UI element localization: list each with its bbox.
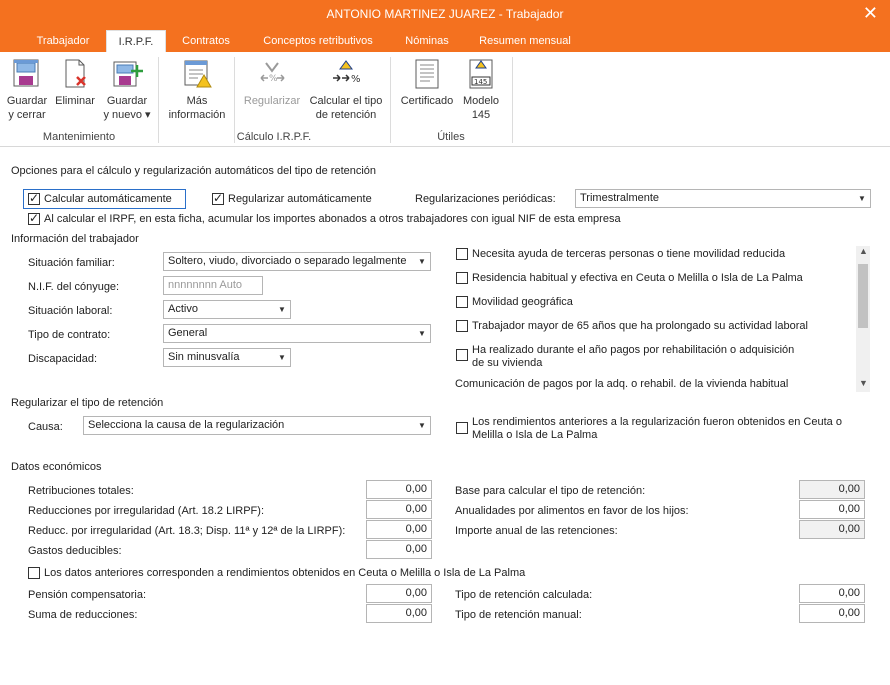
- chevron-down-icon: ▼: [414, 417, 430, 434]
- title-bar: [0, 0, 890, 52]
- movilidad-geografica-checkbox[interactable]: [456, 296, 468, 308]
- modelo-145-button[interactable]: 145 Modelo 145: [458, 57, 504, 122]
- ribbon-separator: [512, 57, 513, 143]
- causa-select[interactable]: Selecciona la causa de la regularización ▼: [83, 416, 431, 435]
- tab-conceptos-retributivos[interactable]: Conceptos retributivos: [263, 35, 373, 47]
- calcular-tipo-button[interactable]: % Calcular el tipo de retención: [306, 57, 386, 122]
- pension-input[interactable]: 0,00: [366, 584, 432, 603]
- chevron-down-icon: ▼: [854, 190, 870, 207]
- situacion-laboral-select[interactable]: Activo ▼: [163, 300, 291, 319]
- regul-auto-label: Regularizar automáticamente: [228, 193, 372, 205]
- discapacidad-select[interactable]: Sin minusvalía ▼: [163, 348, 291, 367]
- chevron-down-icon: ▼: [274, 301, 290, 318]
- group-mantenimiento: Mantenimiento: [42, 131, 116, 143]
- opciones-heading: Opciones para el cálculo y regularización automáticos del tipo de retención: [11, 165, 377, 177]
- scrollbar-thumb[interactable]: [858, 264, 868, 328]
- regularize-icon: [255, 57, 289, 91]
- calc-auto-checkbox[interactable]: [28, 193, 40, 205]
- comunicacion-link[interactable]: Comunicación de pagos por la adq. o rehabil. de la vivienda habitual: [455, 378, 789, 390]
- chevron-down-icon: ▼: [414, 253, 430, 270]
- regul-periodicas-select[interactable]: Trimestralmente ▼: [575, 189, 871, 208]
- datos-heading: Datos económicos: [11, 461, 102, 473]
- anualidades-label: Anualidades por alimentos en favor de los hijos:: [455, 505, 689, 517]
- acumular-checkbox[interactable]: [28, 213, 40, 225]
- gastos-input[interactable]: 0,00: [366, 540, 432, 559]
- causa-label: Causa:: [28, 421, 63, 433]
- tab-contratos[interactable]: Contratos: [182, 35, 230, 47]
- rendimientos-ceuta-label: Los rendimientos anteriores a la regularización fueron obtenidos en Ceuta o Melilla o Isla de La Palma: [472, 416, 842, 441]
- svg-text:145: 145: [474, 78, 488, 86]
- tipo-contrato-select[interactable]: General ▼: [163, 324, 431, 343]
- nif-conyuge-label: N.I.F. del cónyuge:: [28, 281, 120, 293]
- certificate-icon: [410, 57, 444, 91]
- tipo-manual-label: Tipo de retención manual:: [455, 609, 582, 621]
- tab-irpf[interactable]: I.R.P.F.: [106, 30, 166, 52]
- scroll-down-icon[interactable]: ▼: [859, 378, 868, 388]
- mayor-65-label: Trabajador mayor de 65 años que ha prolongado su actividad laboral: [472, 320, 808, 332]
- calc-auto-label: Calcular automáticamente: [44, 193, 172, 205]
- ayuda-terceras-label: Necesita ayuda de terceras personas o tiene movilidad reducida: [472, 248, 786, 260]
- gastos-label: Gastos deducibles:: [28, 545, 122, 557]
- regul-periodicas-label: Regularizaciones periódicas:: [415, 193, 556, 205]
- tipo-calc-label: Tipo de retención calculada:: [455, 589, 593, 601]
- tab-trabajador[interactable]: Trabajador: [36, 35, 90, 47]
- tipo-calc-input[interactable]: 0,00: [799, 584, 865, 603]
- chevron-down-icon: ▼: [274, 349, 290, 366]
- calculate-rate-icon: [329, 57, 363, 91]
- importe-label: Importe anual de las retenciones:: [455, 525, 618, 537]
- group-utiles: Útiles: [437, 131, 465, 143]
- close-icon[interactable]: ✕: [862, 3, 878, 23]
- retribuciones-input[interactable]: 0,00: [366, 480, 432, 499]
- retribuciones-label: Retribuciones totales:: [28, 485, 134, 497]
- tab-resumen-mensual[interactable]: Resumen mensual: [479, 35, 571, 47]
- modelo-145-icon: [464, 57, 498, 91]
- anualidades-input[interactable]: 0,00: [799, 500, 865, 519]
- tipo-manual-input[interactable]: 0,00: [799, 604, 865, 623]
- regularizar-heading: Regularizar el tipo de retención: [11, 397, 164, 409]
- situacion-laboral-label: Situación laboral:: [28, 305, 113, 317]
- guardar-cerrar-button[interactable]: Guardar y cerrar: [4, 57, 50, 122]
- rendimientos-ceuta-checkbox[interactable]: [456, 422, 468, 434]
- info-icon: [180, 57, 214, 91]
- reduc-irreg2-label: Reducc. por irregularidad (Art. 18.3; Disp. 11ª y 12ª de la LIRPF):: [28, 525, 346, 537]
- residencia-ceuta-checkbox[interactable]: [456, 272, 468, 284]
- tab-nominas[interactable]: Nóminas: [405, 35, 449, 47]
- info-heading: Información del trabajador: [11, 233, 139, 245]
- eliminar-button[interactable]: Eliminar: [52, 57, 98, 108]
- scrollbar[interactable]: [856, 246, 870, 392]
- movilidad-geografica-label: Movilidad geográfica: [472, 296, 573, 308]
- scroll-up-icon[interactable]: ▲: [859, 246, 868, 256]
- window-title: ANTONIO MARTINEZ JUAREZ - Trabajador: [326, 7, 564, 21]
- chevron-down-icon: ▼: [414, 325, 430, 342]
- mayor-65-checkbox[interactable]: [456, 320, 468, 332]
- ayuda-terceras-checkbox[interactable]: [456, 248, 468, 260]
- discapacidad-label: Discapacidad:: [28, 353, 98, 365]
- base-label: Base para calcular el tipo de retención:: [455, 485, 646, 497]
- mas-informacion-button[interactable]: Más información: [162, 57, 232, 122]
- situacion-familiar-label: Situación familiar:: [28, 257, 115, 269]
- tipo-contrato-label: Tipo de contrato:: [28, 329, 111, 341]
- reduc-irreg-label: Reducciones por irregularidad (Art. 18.2 LIRPF):: [28, 505, 264, 517]
- nif-conyuge-input[interactable]: nnnnnnnn Auto: [163, 276, 263, 295]
- situacion-familiar-select[interactable]: Soltero, viudo, divorciado o separado legalmente ▼: [163, 252, 431, 271]
- regul-auto-checkbox[interactable]: [212, 193, 224, 205]
- suma-input[interactable]: 0,00: [366, 604, 432, 623]
- residencia-ceuta-label: Residencia habitual y efectiva en Ceuta o Melilla o Isla de La Palma: [472, 272, 803, 284]
- rehabilitacion-checkbox[interactable]: [456, 349, 468, 361]
- rehabilitacion-label: Ha realizado durante el año pagos por rehabilitación o adquisición de su vivienda: [472, 344, 795, 369]
- regularizar-button[interactable]: % Regularizar: [240, 57, 304, 108]
- delete-icon: [58, 57, 92, 91]
- suma-label: Suma de reducciones:: [28, 609, 138, 621]
- save-new-icon: [110, 57, 144, 91]
- reduc-irreg-input[interactable]: 0,00: [366, 500, 432, 519]
- importe-value: 0,00: [799, 520, 865, 539]
- reduc-irreg2-input[interactable]: 0,00: [366, 520, 432, 539]
- guardar-nuevo-button[interactable]: Guardar y nuevo ▾: [100, 57, 154, 122]
- acumular-label: Al calcular el IRPF, en esta ficha, acumular los importes abonados a otros trabajadores con igual NIF de esta empresa: [44, 213, 621, 225]
- svg-text:%: %: [269, 74, 278, 84]
- ribbon: [0, 52, 890, 147]
- datos-ceuta-label: Los datos anteriores corresponden a rendimientos obtenidos en Ceuta o Melilla o Isla de La Palma: [44, 567, 526, 579]
- group-calculo-irpf: Cálculo I.R.P.F.: [236, 131, 312, 143]
- svg-text:%: %: [351, 74, 361, 85]
- save-close-icon: [10, 57, 44, 91]
- certificado-button[interactable]: Certificado: [396, 57, 458, 108]
- base-value: 0,00: [799, 480, 865, 499]
- datos-ceuta-checkbox[interactable]: [28, 567, 40, 579]
- pension-label: Pensión compensatoria:: [28, 589, 147, 601]
